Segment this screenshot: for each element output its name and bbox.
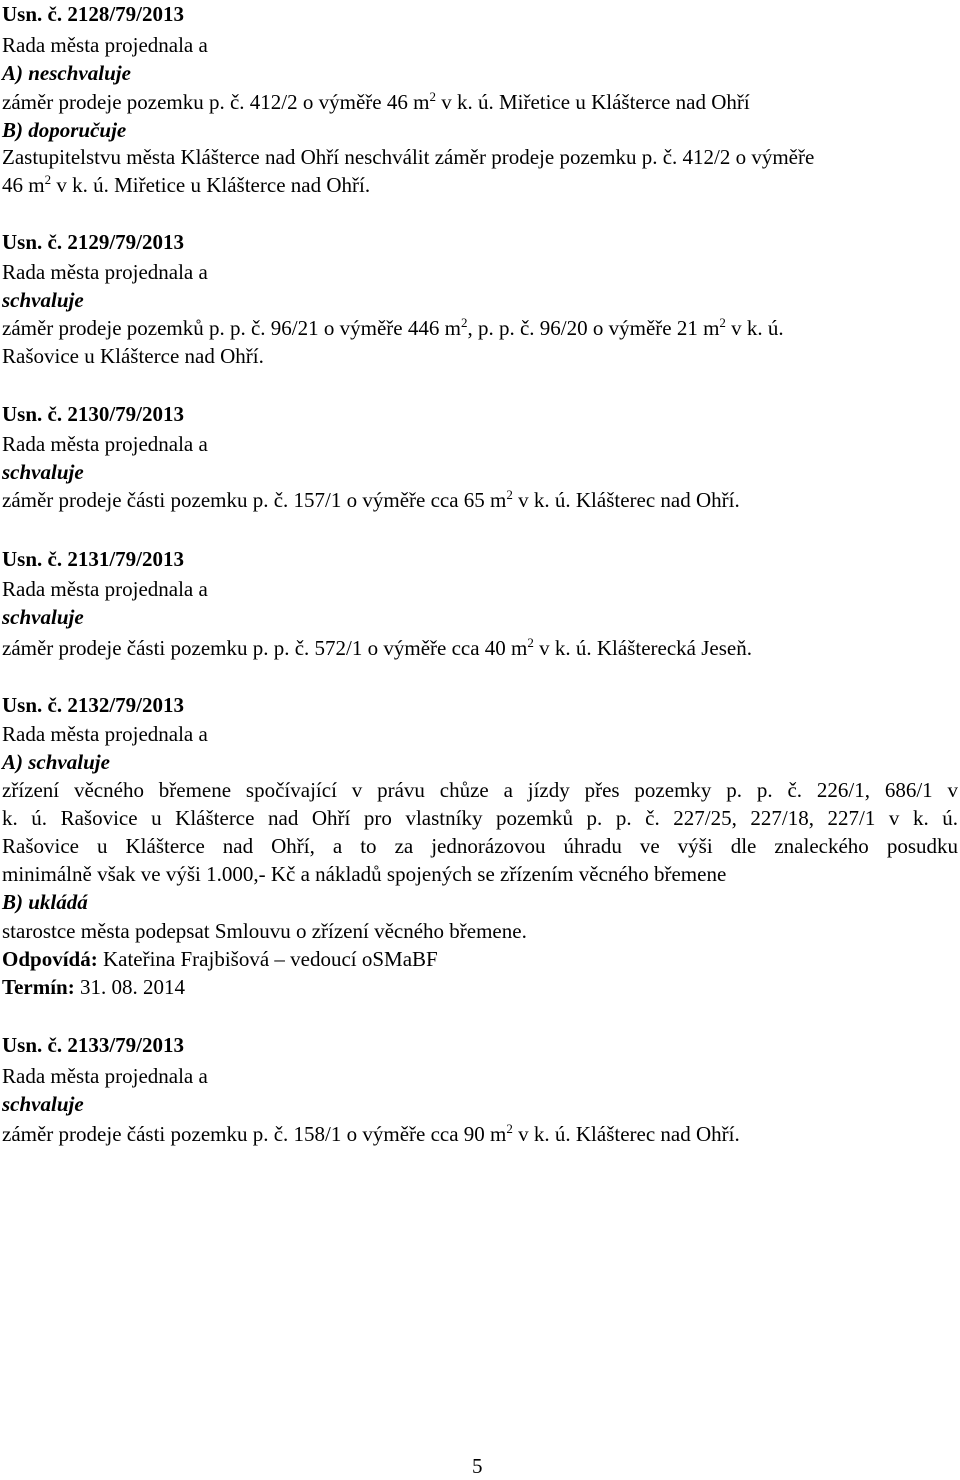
responsible-label: Odpovídá: xyxy=(2,947,98,971)
resolution-intro: Rada města projednala a xyxy=(2,577,208,601)
responsible-person xyxy=(2,945,438,973)
resolution-text: 46 $m^2$ v k. ú. Miřetice u Klášterce nad Ohří. xyxy=(2,172,371,197)
resolution-heading: Usn. č. 2132/79/2013 xyxy=(2,693,185,717)
resolution-text: Rašovice u Klášterce nad Ohří, a to za jednorázovou úhradu ve výši dle znaleckého posudku xyxy=(2,834,958,858)
resolution-verdict: schvaluje xyxy=(2,1092,84,1116)
resolution-intro: Rada města projednala a xyxy=(2,33,208,57)
resolution-intro: Rada města projednala a xyxy=(2,722,208,746)
resolution-heading: Usn. č. 2131/79/2013 xyxy=(2,547,185,571)
resolution-verdict: A) neschvaluje xyxy=(2,61,131,85)
resolution-verdict: A) schvaluje xyxy=(2,750,110,774)
resolution-heading: Usn. č. 2128/79/2013 xyxy=(2,2,185,26)
resolution-text: starostce města podepsat Smlouvu o zřízení věcného břemene. xyxy=(2,919,527,943)
resolution-heading: Usn. č. 2133/79/2013 xyxy=(2,1033,185,1057)
resolution-text: záměr prodeje části pozemku p. č. 158/1 o výměře cca 90 $m^2$ v k. ú. Klášterec nad Ohří. xyxy=(2,1121,740,1146)
resolution-intro: Rada města projednala a xyxy=(2,432,208,456)
resolution-heading: Usn. č. 2129/79/2013 xyxy=(2,230,185,254)
page-number: 5 xyxy=(472,1454,483,1478)
resolution-verdict: B) ukládá xyxy=(2,890,88,914)
resolution-text: záměr prodeje pozemku p. č. 412/2 o výměře 46 $m^2$ v k. ú. Miřetice u Klášterce nad Ohří xyxy=(2,89,750,114)
resolution-verdict: schvaluje xyxy=(2,288,84,312)
resolution-text: Rašovice u Klášterce nad Ohří. xyxy=(2,344,264,368)
resolution-heading: Usn. č. 2130/79/2013 xyxy=(2,402,185,426)
resolution-text: zřízení věcného břemene spočívající v právu chůze a jízdy přes pozemky p. p. č. 226/1, 686/1 v xyxy=(2,778,958,802)
deadline xyxy=(2,973,185,1001)
resolution-intro: Rada města projednala a xyxy=(2,260,208,284)
resolution-text: Zastupitelstvu města Klášterce nad Ohří neschválit záměr prodeje pozemku p. č. 412/2 o výměře xyxy=(2,145,815,169)
resolution-intro: Rada města projednala a xyxy=(2,1064,208,1088)
resolution-verdict: B) doporučuje xyxy=(2,118,127,142)
resolution-text: k. ú. Rašovice u Klášterce nad Ohří pro vlastníky pozemků p. p. č. 227/25, 227/18, 227/1 v k. ú. xyxy=(2,806,958,830)
resolution-verdict: schvaluje xyxy=(2,460,84,484)
deadline-value: 31. 08. 2014 xyxy=(74,975,185,999)
deadline-label: Termín: xyxy=(2,975,75,999)
resolution-text: záměr prodeje pozemků p. p. č. 96/21 o výměře 446 $m^2$, p. p. č. 96/20 o výměře 21 $m^2$ v k. ú. xyxy=(2,315,784,340)
resolution-text: záměr prodeje části pozemku p. č. 157/1 o výměře cca 65 $m^2$ v k. ú. Klášterec nad Ohří. xyxy=(2,487,740,512)
responsible-value: Kateřina Frajbišová – vedoucí oSMaBF xyxy=(97,947,438,971)
resolution-verdict: schvaluje xyxy=(2,605,84,629)
resolution-text: minimálně však ve výši 1.000,- Kč a nákladů spojených se zřízením věcného břemene xyxy=(2,862,727,886)
resolution-text: záměr prodeje části pozemku p. p. č. 572/1 o výměře cca 40 $m^2$ v k. ú. Klášterecká Jeseň. xyxy=(2,635,752,660)
